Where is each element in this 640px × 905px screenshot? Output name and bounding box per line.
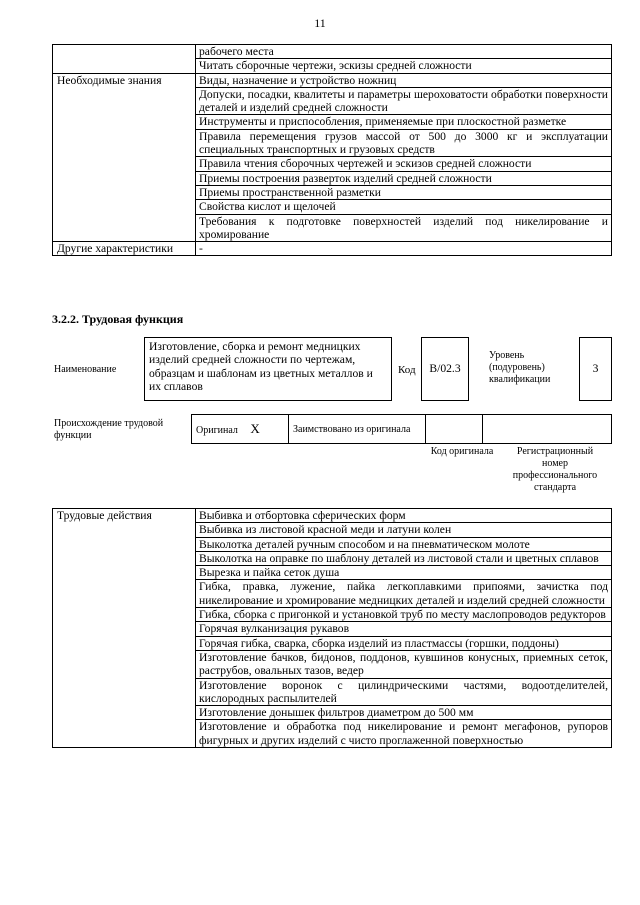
table-cell: Гибка, сборка с пригонкой и установкой труб по месту маслопроводов редукторов [196,608,612,622]
table-cell: Горячая вулканизация рукавов [196,622,612,636]
table-cell: Приемы пространственной разметки [196,185,612,199]
borrowed-cell [289,415,426,444]
actions-table [52,508,612,748]
level-box [579,337,612,401]
table-row [53,45,612,59]
table-cell: Вырезка и пайка сеток душа [196,566,612,580]
page-number: 11 [314,16,326,30]
table-cell: Допуски, посадки, квалитеты и параметры шероховатости обработки поверхности деталей и изделий средней сложности [196,87,612,115]
code-box [421,337,469,401]
borrowed-label: Заимствовано из оригинала [293,423,411,435]
table-cell: Выколотка на оправке по шаблону деталей из листовой стали и цветных сплавов [196,551,612,565]
table-cell: Правила перемещения грузов массой от 500 до 3000 кг и эксплуатации специальных транспортных и грузовых средств [196,129,612,157]
table-cell: Выбивка из листовой красной меди и латуни колен [196,523,612,537]
code-label: Код [398,364,416,376]
table-cell: Правила чтения сборочных чертежей и эскизов средней сложности [196,157,612,171]
table-cell: Виды, назначение и устройство ножниц [196,73,612,87]
table-row [53,73,612,87]
table-cell: Приемы построения разверток изделий средней сложности [196,171,612,185]
table-cell: Горячая гибка, сварка, сборка изделий из пластмассы (горшки, поддоны) [196,636,612,650]
code-value: В/02.3 [429,362,461,375]
knowledge-label: Необходимые знания [53,73,196,242]
level-value: 3 [592,362,599,375]
section-heading: 3.2.2. Трудовая функция [52,312,184,326]
actions-label: Трудовые действия [53,509,196,748]
table-cell: Требования к подготовке поверхностей изделий под никелирование и хромирование [196,214,612,242]
function-name-box [144,337,392,401]
code-original-cell [426,415,483,444]
code-original-label: Код оригинала [430,446,494,457]
table-cell: Выколотка деталей ручным способом и на пневматическом молоте [196,537,612,551]
table-row [53,242,612,256]
origin-label: Происхождение трудовой функции [54,418,164,441]
level-label: Уровень (подуровень) квалификации [489,350,551,385]
table-cell: Читать сборочные чертежи, эскизы средней сложности [196,59,612,73]
continued-label-cell [53,45,196,74]
original-label: Оригинал [196,424,238,436]
table-cell: Выбивка и отбортовка сферических форм [196,509,612,523]
table-cell: Изготовление донышек фильтров диаметром до 500 мм [196,706,612,720]
table-cell: Изготовление бачков, бидонов, поддонов, кувшинов конусных, приемных сеток, раструбов, овальных тазов, ведер [196,650,612,678]
reg-number-cell [483,415,612,444]
table-cell: Изготовление воронок с цилиндрическими частями, водоотделителей, кислородных распылителей [196,678,612,706]
original-cell [192,415,289,444]
function-name-value: Изготовление, сборка и ремонт медницких изделий средней сложности по чертежам, образцам и шаблонам из цветных металлов и их сплавов [149,340,373,393]
other-label: Другие характеристики [53,242,196,256]
original-mark: X [250,420,260,436]
table-cell: Гибка, правка, лужение, пайка легкоплавкими припоями, зачистка под никелирование и хромирование медницких деталей и изделий средней сложности [196,580,612,608]
origin-table [191,414,612,444]
table-cell: Изготовление и обработка под никелирование и ремонт мегафонов, рупоров фигурных и других изделий с чисто проглаженной поверхностью [196,720,612,748]
other-value: - [196,242,612,256]
reg-number-label: Регистрационный номер профессионального стандарта [512,446,598,493]
table-row [53,509,612,523]
knowledge-table [52,44,612,256]
name-label: Наименование [54,364,117,375]
table-cell: Свойства кислот и щелочей [196,200,612,214]
table-cell: Инструменты и приспособления, применяемые при плоскостной разметке [196,115,612,129]
table-cell: рабочего места [196,45,612,59]
